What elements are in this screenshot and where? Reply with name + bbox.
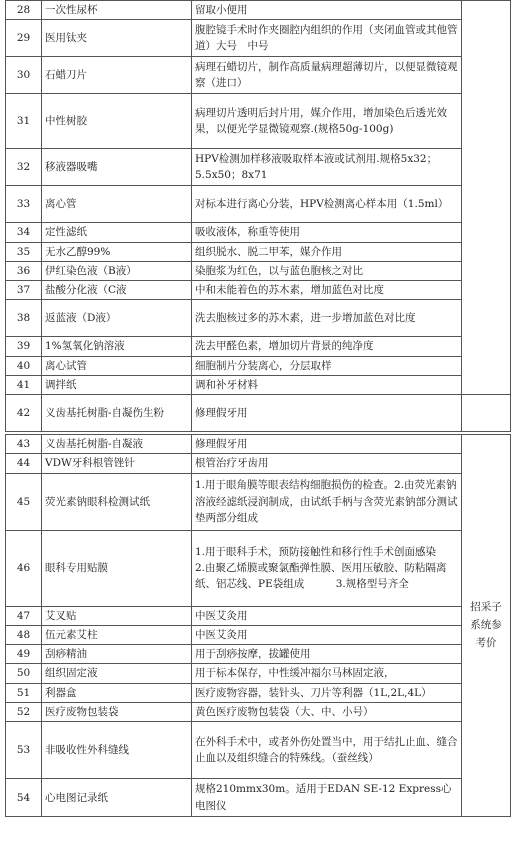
item-description: 1.用于眼角膜等眼表结构细胞损伤的检查。2.由荧光素钠溶液经滤纸浸润制成，由试纸手柄与含荧光素钠部分测试垫两部分组成 (192, 473, 462, 530)
note-line: 系统参 (470, 618, 502, 631)
row-number: 52 (6, 702, 42, 721)
item-description: 腹腔镜手术时作夹圈腔内组织的作用（夹闭血管或其他管道）大号 中号 (192, 20, 462, 57)
row-number: 49 (6, 645, 42, 664)
item-description: 修理假牙用 (192, 435, 462, 454)
row-number: 34 (6, 223, 42, 242)
item-name: 荧光素钠眼科检测试纸 (42, 473, 192, 530)
item-name: 中性树胶 (42, 94, 192, 149)
item-name: 眼科专用贴膜 (42, 530, 192, 606)
row-number: 42 (6, 395, 42, 432)
item-description: 规格210mmx30m。适用于EDAN SE-12 Express心电图仪 (192, 779, 462, 817)
item-description: 修理假牙用 (192, 395, 462, 432)
item-name: 石蜡刀片 (42, 57, 192, 94)
table-row (6, 702, 511, 721)
row-number: 44 (6, 454, 42, 473)
reference-price-note (462, 435, 511, 817)
note-cell-blank (462, 395, 511, 432)
item-name: 非吸收性外科缝线 (42, 722, 192, 779)
item-description: 中和未能着色的苏木素，增加蓝色对比度 (192, 281, 462, 300)
table-row (6, 625, 511, 644)
item-name: 1%氢氧化钠溶液 (42, 337, 192, 356)
row-number: 46 (6, 530, 42, 606)
row-number: 39 (6, 337, 42, 356)
item-description: 对标本进行离心分装，HPV检测离心样本用（1.5ml） (192, 186, 462, 223)
row-number: 31 (6, 94, 42, 149)
item-name: 返蓝液（D液） (42, 300, 192, 337)
table-row (6, 722, 511, 779)
item-name: 组织固定液 (42, 664, 192, 683)
table-row (6, 375, 511, 394)
item-name: 刮痧精油 (42, 645, 192, 664)
row-number: 50 (6, 664, 42, 683)
item-name: 医用钛夹 (42, 20, 192, 57)
table-row (6, 261, 511, 280)
table-row (6, 1, 511, 20)
item-description: 1.用于眼科手术，预防接触性和移行性手术创面感染 2.由聚乙烯膜或聚氯酯弹性膜、医用压敏胶、防粘隔离纸、铝芯线、PE袋组成 3.规格型号齐全 (192, 530, 462, 606)
item-description: 组织脱水、脱二甲苯，媒介作用 (192, 242, 462, 261)
item-description: 病理石蜡切片，制作高质量病理超薄切片，以便显微镜观察（进口） (192, 57, 462, 94)
table-row (6, 186, 511, 223)
table-row (6, 149, 511, 186)
item-description: 调和补牙材料 (192, 375, 462, 394)
table-row (6, 300, 511, 337)
item-name: 盐酸分化液（C液 (42, 281, 192, 300)
row-number: 37 (6, 281, 42, 300)
table-row (6, 395, 511, 432)
item-name: 伊红染色液（B液） (42, 261, 192, 280)
row-number: 54 (6, 779, 42, 817)
row-number: 33 (6, 186, 42, 223)
row-number: 48 (6, 625, 42, 644)
note-cell-top (462, 1, 511, 395)
table-row (6, 223, 511, 242)
table-row (6, 337, 511, 356)
row-number: 30 (6, 57, 42, 94)
item-description: HPV检测加样移液吸取样本液或试剂用.规格5x32；5.5x50；8x71 (192, 149, 462, 186)
row-number: 32 (6, 149, 42, 186)
table-row (6, 94, 511, 149)
item-name: VDW牙科根管锉针 (42, 454, 192, 473)
item-description: 根管治疗牙齿用 (192, 454, 462, 473)
item-description: 病理切片透明后封片用，媒介作用，增加染色后透光效果，以便光学显微镜观察.(规格50g-100g) (192, 94, 462, 149)
item-description: 中医艾灸用 (192, 606, 462, 625)
item-name: 利器盒 (42, 683, 192, 702)
item-name: 移液器吸嘴 (42, 149, 192, 186)
item-description: 中医艾灸用 (192, 625, 462, 644)
item-description: 细胞制片分装离心，分层取样 (192, 356, 462, 375)
item-name: 医疗废物包装袋 (42, 702, 192, 721)
item-description: 洗去胞核过多的苏木素，进一步增加蓝色对比度 (192, 300, 462, 337)
table-row (6, 645, 511, 664)
item-name: 艾叉贴 (42, 606, 192, 625)
table-row (6, 281, 511, 300)
table-row (6, 435, 511, 454)
item-description: 医疗废物容器，装针头、刀片等利器（1L,2L,4L） (192, 683, 462, 702)
table-row (6, 779, 511, 817)
row-number: 41 (6, 375, 42, 394)
item-name: 伍元素艾柱 (42, 625, 192, 644)
item-description: 吸收液体，称重等使用 (192, 223, 462, 242)
item-name: 离心管 (42, 186, 192, 223)
row-number: 47 (6, 606, 42, 625)
item-description: 黄色医疗废物包装袋（大、中、小号） (192, 702, 462, 721)
price-reference-table (5, 0, 511, 817)
item-name: 离心试管 (42, 356, 192, 375)
note-line: 招采子 (470, 600, 502, 613)
table-row (6, 454, 511, 473)
item-description: 染胞浆为红色，以与蓝色胞核之对比 (192, 261, 462, 280)
table-row (6, 57, 511, 94)
item-description: 洗去甲醛色素，增加切片背景的纯净度 (192, 337, 462, 356)
item-description: 留取小便用 (192, 1, 462, 20)
row-number: 38 (6, 300, 42, 337)
table-row (6, 242, 511, 261)
table-row (6, 683, 511, 702)
row-number: 36 (6, 261, 42, 280)
item-description: 在外科手术中，或者外伤处置当中，用于结扎止血、缝合止血以及组织缝合的特殊线。（蚕丝线） (192, 722, 462, 779)
table-row (6, 473, 511, 530)
row-number: 35 (6, 242, 42, 261)
row-number: 40 (6, 356, 42, 375)
item-description: 用于刮痧按摩，拔罐使用 (192, 645, 462, 664)
item-name: 心电图记录纸 (42, 779, 192, 817)
item-name: 一次性尿杯 (42, 1, 192, 20)
table-row (6, 20, 511, 57)
row-number: 45 (6, 473, 42, 530)
item-name: 调拌纸 (42, 375, 192, 394)
table-row (6, 356, 511, 375)
row-number: 51 (6, 683, 42, 702)
row-number: 43 (6, 435, 42, 454)
item-name: 无水乙醇99% (42, 242, 192, 261)
item-description: 用于标本保存，中性缓冲福尔马林固定液， (192, 664, 462, 683)
item-name: 定性滤纸 (42, 223, 192, 242)
row-number: 28 (6, 1, 42, 20)
table-row (6, 606, 511, 625)
item-name: 义齿基托树脂-自凝液 (42, 435, 192, 454)
item-name: 义齿基托树脂-自凝伤生粉 (42, 395, 192, 432)
row-number: 53 (6, 722, 42, 779)
table-row (6, 530, 511, 606)
table-row (6, 664, 511, 683)
note-line: 考价 (475, 636, 497, 649)
row-number: 29 (6, 20, 42, 57)
